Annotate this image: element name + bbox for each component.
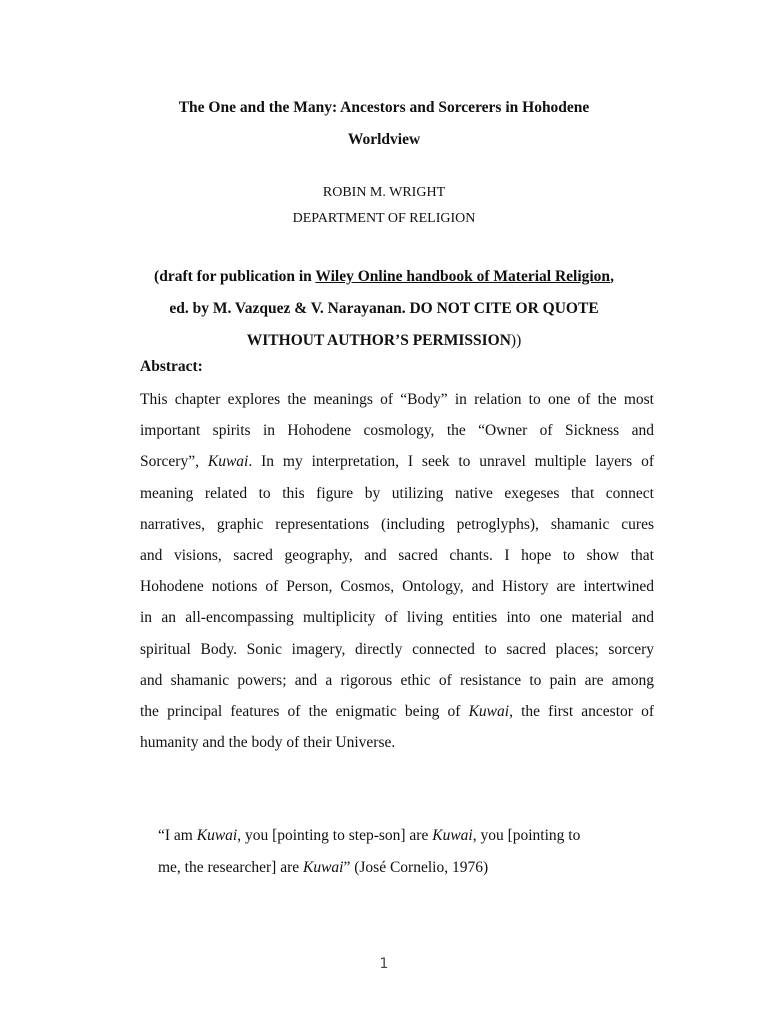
draft-note [100, 261, 668, 357]
abstract-line: This chapter explores the meanings of “Body” in relation to one of the most [140, 391, 654, 408]
abstract-line: meaning related to this figure by utilizing native exegeses that connect [140, 484, 654, 502]
kuwai-term: Kuwai [432, 827, 473, 844]
abstract-line-3-start: Sorcery”, [140, 453, 208, 471]
title-line-2: Worldview [347, 131, 421, 148]
author-name: ROBIN M. WRIGHT [322, 185, 446, 200]
abstract-line: Hohodene notions of Person, Cosmos, Ontology, and History are intertwined [140, 578, 654, 596]
abstract-heading: Abstract: [140, 358, 203, 375]
abstract-line-11-rest: , the first ancestor of [509, 702, 654, 720]
draft-line-2: ed. by M. Vazquez & V. Narayanan. DO NOT CITE OR QUOTE [169, 300, 599, 317]
abstract-line: and shamanic powers; and a rigorous ethic of resistance to pain are among [140, 671, 654, 689]
kuwai-term: Kuwai [196, 827, 238, 844]
epigraph-text: “I am [158, 827, 197, 844]
epigraph-citation: ” (José Cornelio, 1976) [343, 859, 489, 876]
abstract-line: humanity and the body of their Universe. [140, 734, 396, 752]
draft-line-3-text: WITHOUT AUTHOR’S PERMISSION [246, 332, 511, 349]
kuwai-term: Kuwai [303, 859, 344, 876]
draft-suffix: , [610, 268, 614, 285]
epigraph-line-1 [158, 820, 658, 852]
title-line-1: The One and the Many: Ancestors and Sorcerers in Hohodene [178, 99, 590, 116]
epigraph-text: me, the researcher] are [158, 859, 303, 876]
abstract-line: in an all-encompassing multiplicity of living entities into one material and [140, 609, 654, 627]
abstract-line-11-start: the principal features of the enigmatic being of [140, 702, 469, 720]
kuwai-term: Kuwai [468, 702, 510, 720]
author-department: DEPARTMENT OF RELIGION [292, 211, 476, 226]
epigraph-quote [158, 820, 658, 884]
epigraph-text: , you [pointing to step-son] are [237, 827, 433, 844]
draft-line-3-tail: )) [510, 332, 522, 349]
author-block [100, 180, 668, 232]
abstract-line [140, 696, 654, 727]
abstract-line: narratives, graphic representations (including petroglyphs), shamanic cures [140, 515, 654, 533]
abstract-line: spiritual Body. Sonic imagery, directly connected to sacred places; sorcery [140, 640, 654, 658]
draft-line-1 [100, 261, 668, 293]
kuwai-term: Kuwai [207, 453, 249, 471]
abstract-line: important spirits in Hohodene cosmology, the “Owner of Sickness and [140, 422, 654, 440]
page-number: 1 [379, 956, 389, 972]
epigraph-line-2 [158, 852, 658, 884]
abstract-line: and visions, sacred geography, and sacred chants. I hope to show that [140, 546, 654, 564]
epigraph-text: , you [pointing to [472, 827, 581, 844]
document-title [100, 92, 668, 156]
abstract-line [140, 446, 654, 477]
abstract-line-3-rest: . In my interpretation, I seek to unravel multiple layers of [248, 453, 655, 471]
draft-prefix: (draft for publication in [154, 268, 316, 285]
abstract-body [140, 384, 654, 758]
publication-title: Wiley Online handbook of Material Religion [315, 268, 611, 285]
